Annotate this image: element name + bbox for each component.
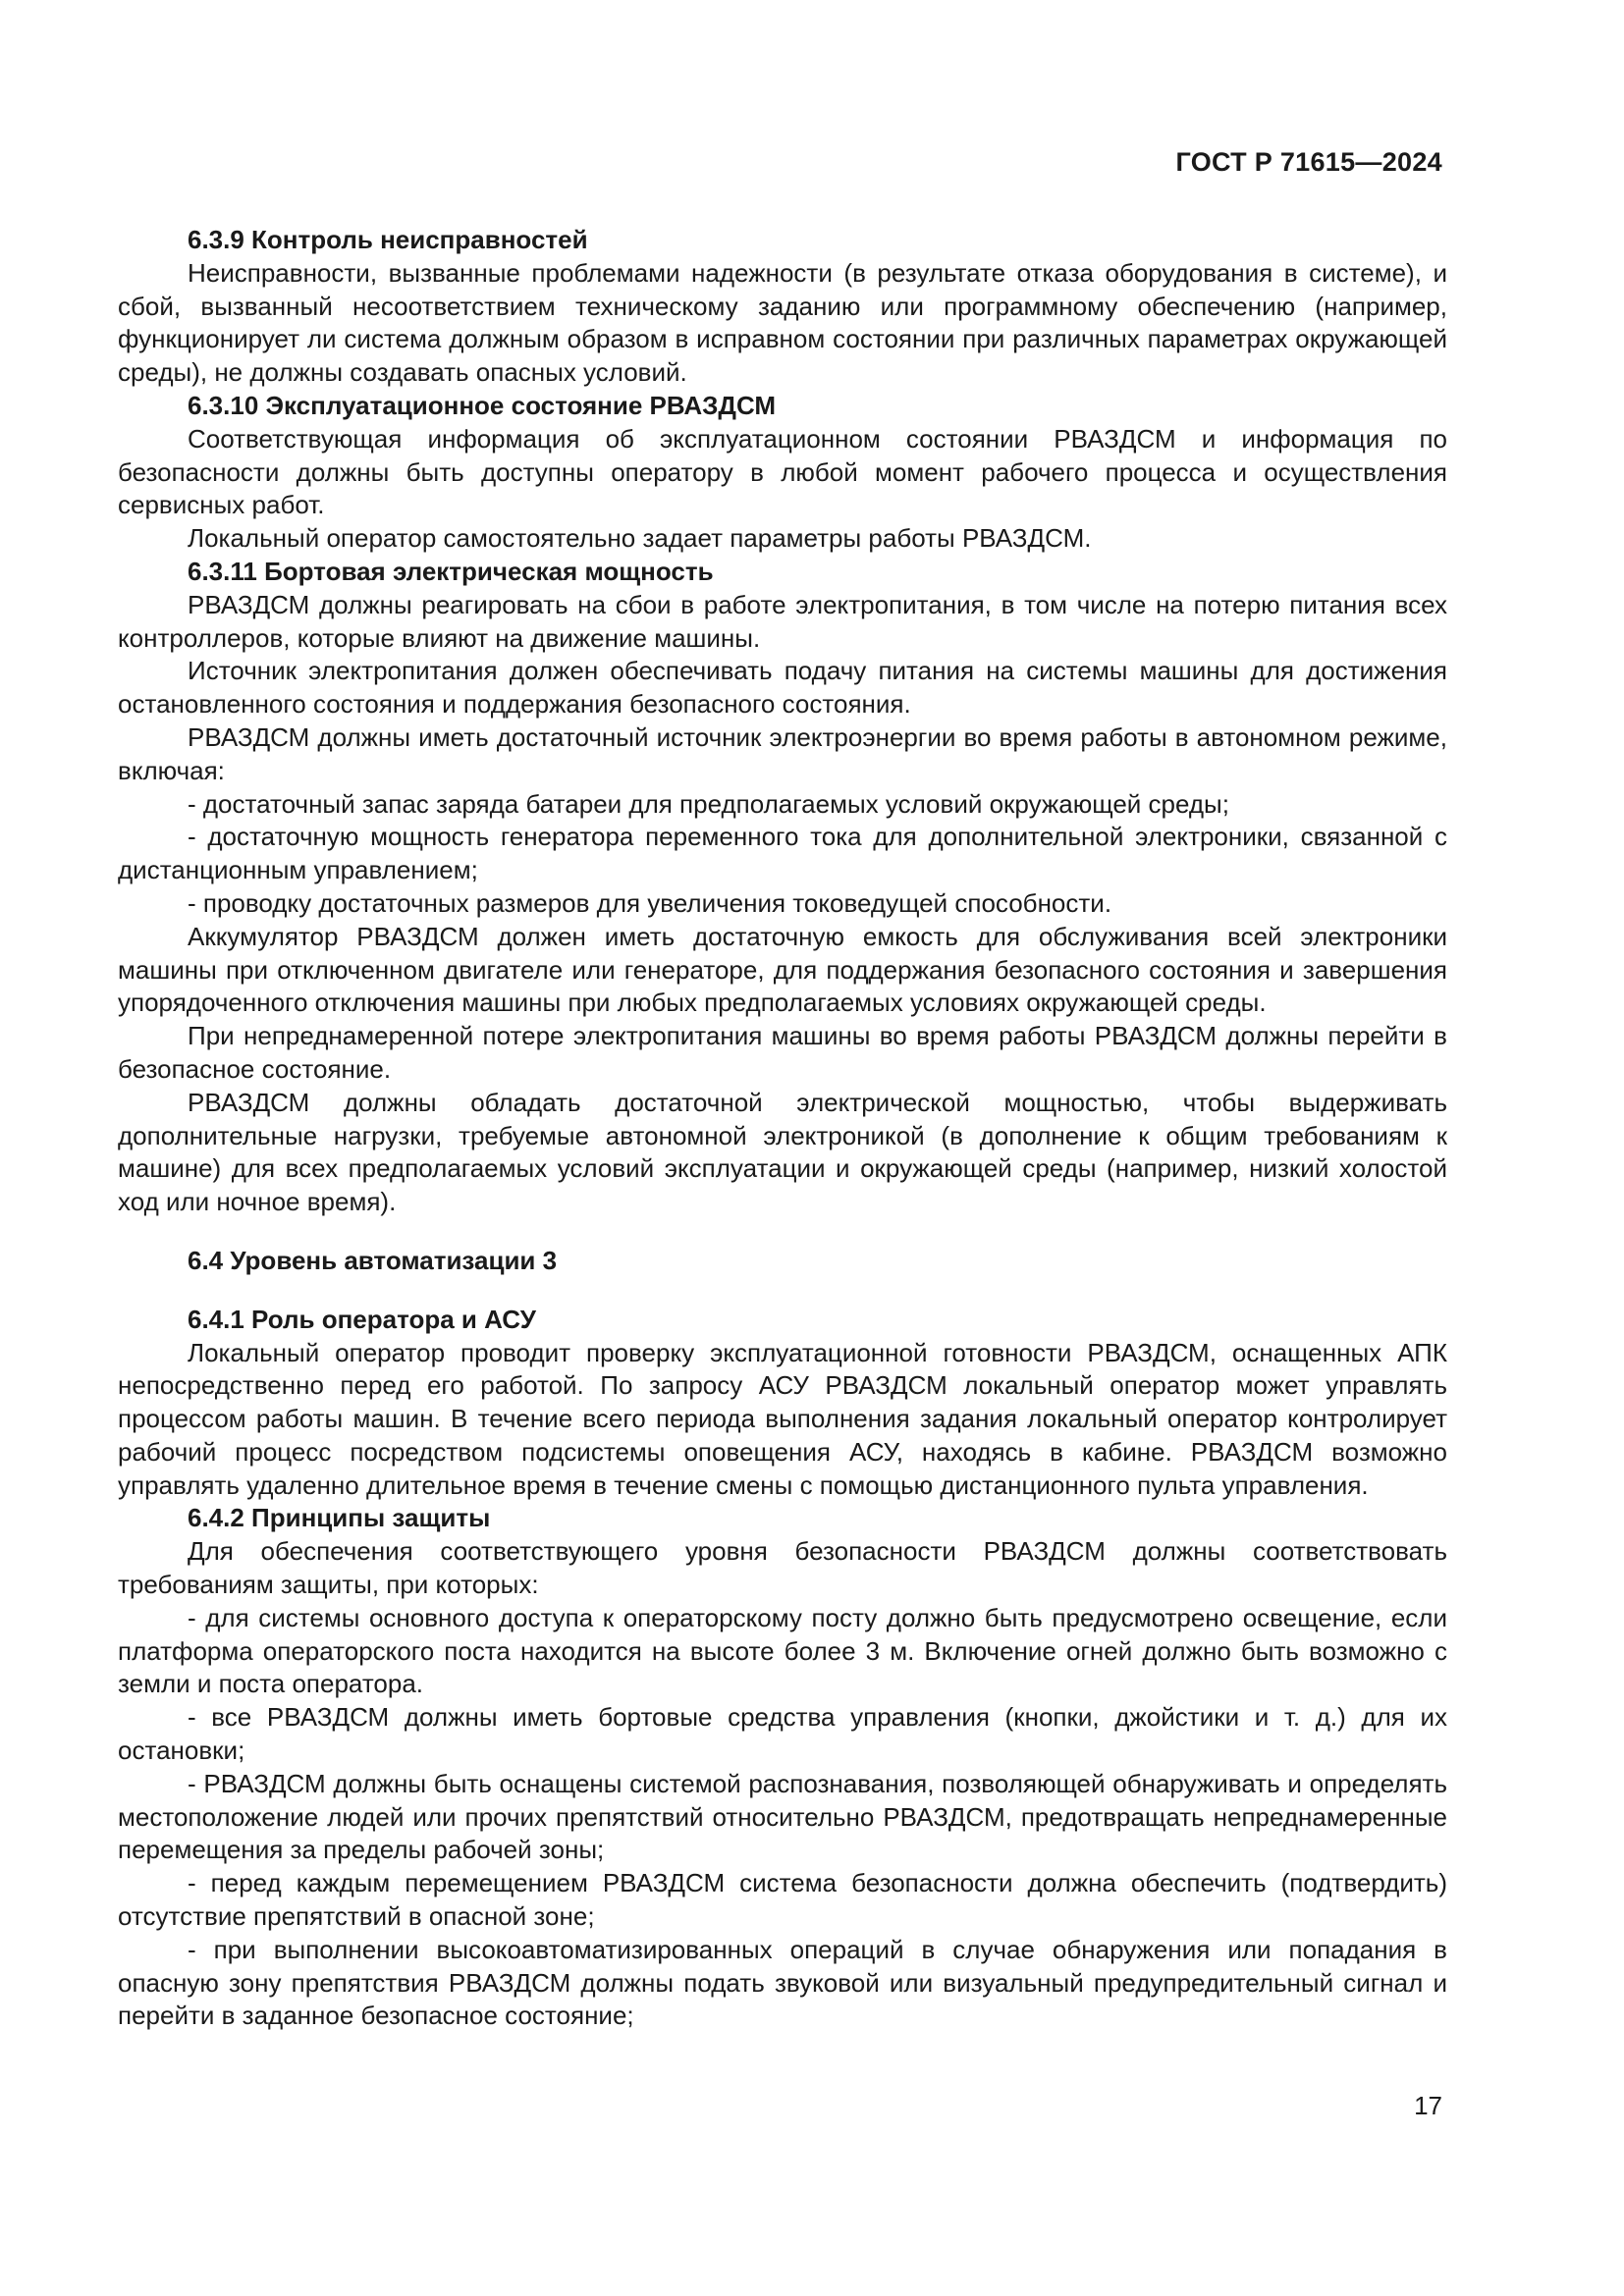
paragraph: - перед каждым перемещением РВАЗДСМ система безопасности должна обеспечить (подтвердить) отсутствие препятствий в опасной зоне; [118,1868,1447,1932]
subsection-heading: 6.4.2 Принципы защиты [188,1503,491,1533]
paragraph: - достаточный запас заряда батареи для предполагаемых условий окружающей среды; [188,788,1229,819]
paragraph: РВАЗДСМ должны иметь достаточный источник электроэнергии во время работы в автономном режиме, включая: [118,721,1447,785]
paragraph: - для системы основного доступа к операторскому посту должно быть предусмотрено освещение, если платформа операторского поста находится на высоте более 3 м. Включение огней должно быть возможно с земли и поста оператора. [118,1602,1447,1699]
paragraph: Локальный оператор самостоятельно задает параметры работы РВАЗДСМ. [188,523,1092,554]
paragraph: - достаточную мощность генератора переменного тока для дополнительной электроники, связанной с дистанционным управлением; [118,822,1447,885]
subsection-heading: 6.3.11 Бортовая электрическая мощность [188,556,714,586]
paragraph: - все РВАЗДСМ должны иметь бортовые средства управления (кнопки, джойстики и т. д.) для их остановки; [118,1702,1447,1766]
paragraph: - проводку достаточных размеров для увеличения токоведущей способности. [188,887,1112,918]
paragraph: РВАЗДСМ должны реагировать на сбои в работе электропитания, в том числе на потерю питания всех контроллеров, которые влияют на движение машины. [118,589,1447,653]
paragraph: Источник электропитания должен обеспечивать подачу питания на системы машины для достижения остановленного состояния и поддержания безопасного состояния. [118,656,1447,720]
paragraph: Соответствующая информация об эксплуатационном состоянии РВАЗДСМ и информация по безопасности должны быть доступны оператору в любой момент рабочего процесса и осуществления сервисных работ. [118,423,1447,520]
paragraph: РВАЗДСМ должны обладать достаточной электрической мощностью, чтобы выдерживать дополнительные нагрузки, требуемые автономной электроникой (в дополнение к общим требованиям к машине) для всех предполагаемых условий эксплуатации и окружающей среды (например, низкий холостой ход или ночное время). [118,1087,1447,1217]
paragraph: - РВАЗДСМ должны быть оснащены системой распознавания, позволяющей обнаруживать и определять местоположение людей или прочих препятствий относительно РВАЗДСМ, предотвращать непреднамеренные перемещения за пределы рабочей зоны; [118,1768,1447,1865]
paragraph: Аккумулятор РВАЗДСМ должен иметь достаточную емкость для обслуживания всей электроники машины при отключенном двигателе или генераторе, для поддержания безопасного состояния и завершения упорядоченного отключения машины при любых предполагаемых условиях окружающей среды. [118,921,1447,1018]
section-heading: 6.4 Уровень автоматизации 3 [188,1245,558,1275]
document-header: ГОСТ Р 71615—2024 [1175,147,1442,177]
subsection-heading: 6.4.1 Роль оператора и АСУ [188,1304,536,1334]
paragraph: При непреднамеренной потере электропитания машины во время работы РВАЗДСМ должны перейти в безопасное состояние. [118,1021,1447,1084]
paragraph: Неисправности, вызванные проблемами надежности (в результате отказа оборудования в системе), и сбой, вызванный несоответствием техническому заданию или программному обеспечению (например, функционирует ли система должным образом в исправном состоянии при различных параметрах окружающей среды), не должны создавать опасных условий. [118,257,1447,388]
subsection-heading: 6.3.10 Эксплуатационное состояние РВАЗДСМ [188,390,777,420]
paragraph: Локальный оператор проводит проверку эксплуатационной готовности РВАЗДСМ, оснащенных АПК непосредственно перед его работой. По запросу АСУ РВАЗДСМ локальный оператор может управлять процессом работы машин. В течение всего периода выполнения задания локальный оператор контролирует рабочий процесс посредством подсистемы оповещения АСУ, находясь в кабине. РВАЗДСМ возможно управлять удаленно длительное время в течение смены с помощью дистанционного пульта управления. [118,1337,1447,1500]
document-body [118,224,1447,2033]
page-number: 17 [1414,2091,1442,2120]
paragraph: Для обеспечения соответствующего уровня безопасности РВАЗДСМ должны соответствовать требованиям защиты, при которых: [118,1536,1447,1600]
subsection-heading: 6.3.9 Контроль неисправностей [188,225,588,254]
paragraph: - при выполнении высокоавтоматизированных операций в случае обнаружения или попадания в опасную зону препятствия РВАЗДСМ должны подать звуковой или визуальный предупредительный сигнал и перейти в заданное безопасное состояние; [118,1934,1447,2031]
